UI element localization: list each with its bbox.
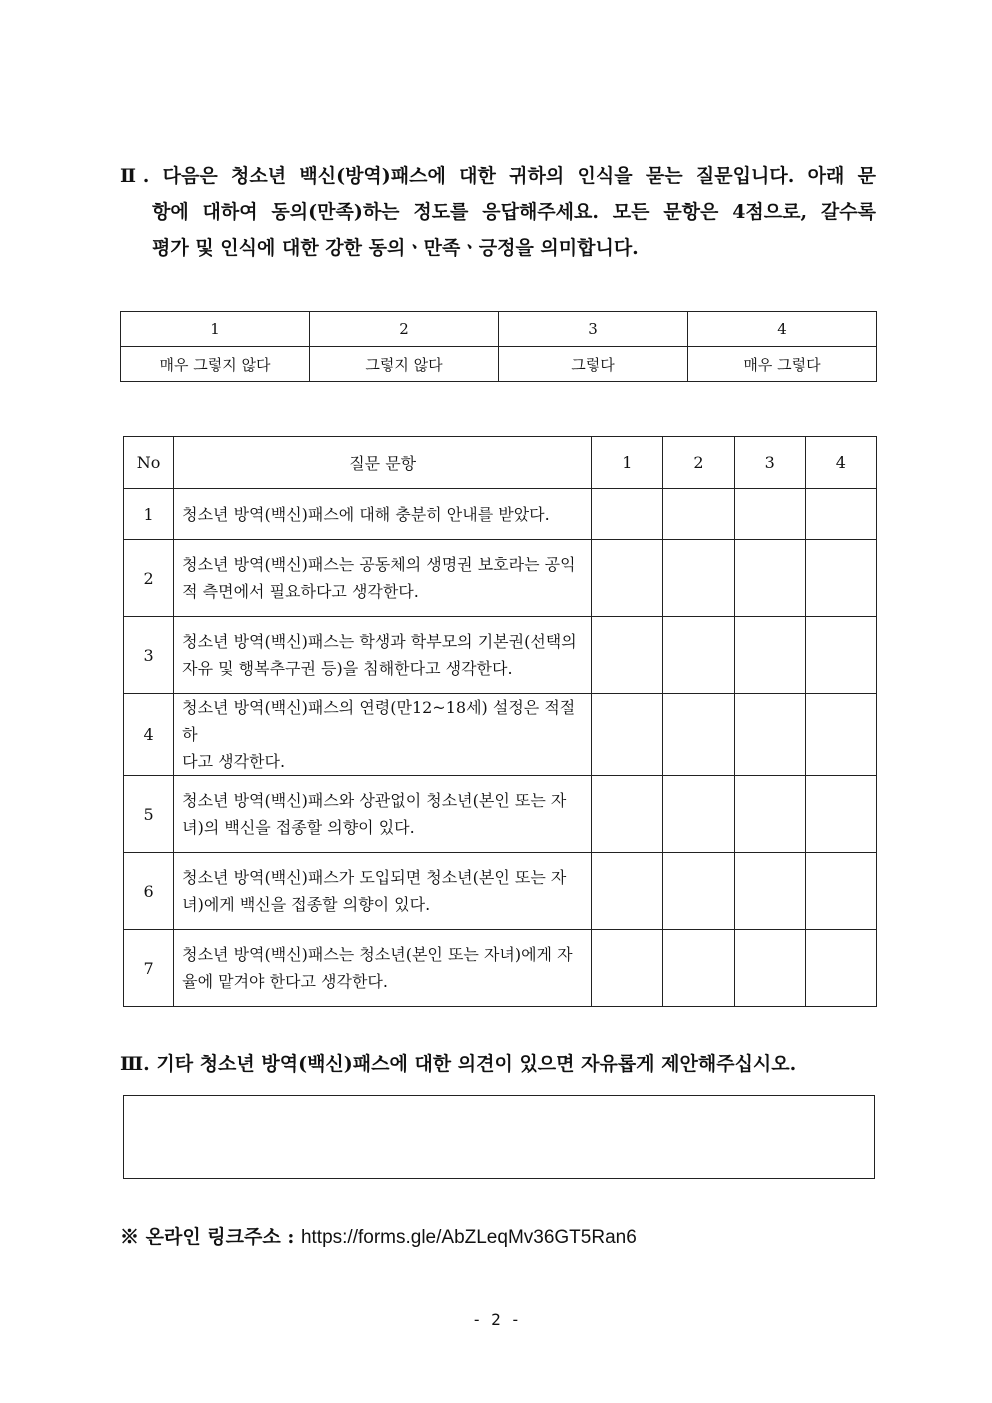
section-2-heading [120, 158, 876, 266]
answer-cell-2[interactable] [663, 540, 734, 617]
scale-label-row [121, 347, 877, 382]
answer-cell-1[interactable] [592, 930, 663, 1007]
scale-label: 그렇다 [499, 347, 688, 382]
scale-label: 그렇지 않다 [310, 347, 499, 382]
rating-scale-table [120, 311, 877, 382]
scale-number: 1 [121, 312, 310, 347]
page-number: - 2 - [471, 1310, 521, 1329]
question-line-2: 녀)에게 백신을 접종할 의향이 있다. [182, 895, 431, 914]
question-line-1: 청소년 방역(백신)패스는 청소년(본인 또는 자녀)에게 자 [182, 945, 573, 964]
question-line-2: 적 측면에서 필요하다고 생각한다. [182, 582, 419, 601]
scale-number: 4 [688, 312, 877, 347]
online-link-line [120, 1222, 637, 1249]
answer-cell-3[interactable] [734, 694, 805, 776]
answer-cell-4[interactable] [805, 853, 876, 930]
answer-cell-1[interactable] [592, 694, 663, 776]
answer-cell-4[interactable] [805, 540, 876, 617]
scale-number: 2 [310, 312, 499, 347]
question-text [174, 489, 592, 540]
opinion-text-box[interactable] [123, 1095, 875, 1179]
question-text [174, 853, 592, 930]
question-line-2: 율에 맡겨야 한다고 생각한다. [182, 972, 388, 991]
question-line-2: 다고 생각한다. [182, 752, 286, 771]
question-line-1: 청소년 방역(백신)패스는 학생과 학부모의 기본권(선택의 [182, 632, 577, 651]
section-2-line-2: 항에 대하여 동의(만족)하는 정도를 응답해주세요. 모든 문항은 4점으로, 갈수록 [152, 201, 876, 223]
header-score-2: 2 [663, 437, 734, 489]
question-text [174, 776, 592, 853]
answer-cell-4[interactable] [805, 617, 876, 694]
question-row [124, 853, 877, 930]
question-text [174, 694, 592, 776]
answer-cell-3[interactable] [734, 489, 805, 540]
answer-cell-2[interactable] [663, 694, 734, 776]
header-score-4: 4 [805, 437, 876, 489]
header-no: No [124, 437, 174, 489]
question-text [174, 540, 592, 617]
question-text [174, 930, 592, 1007]
answer-cell-1[interactable] [592, 617, 663, 694]
header-question: 질문 문항 [174, 437, 592, 489]
question-number: 3 [124, 617, 174, 694]
question-line-1: 청소년 방역(백신)패스는 공동체의 생명권 보호라는 공익 [182, 555, 576, 574]
question-text [174, 617, 592, 694]
survey-link[interactable]: https://forms.gle/AbZLeqMv36GT5Ran6 [300, 1227, 637, 1248]
question-number: 5 [124, 776, 174, 853]
answer-cell-2[interactable] [663, 617, 734, 694]
question-row [124, 617, 877, 694]
question-line-1: 청소년 방역(백신)패스에 대해 충분히 안내를 받았다. [182, 504, 550, 524]
question-number: 4 [124, 694, 174, 776]
answer-cell-2[interactable] [663, 853, 734, 930]
link-label: ※ 온라인 링크주소 : [120, 1226, 301, 1248]
answer-cell-3[interactable] [734, 853, 805, 930]
question-row [124, 930, 877, 1007]
header-score-1: 1 [592, 437, 663, 489]
question-line-2: 녀)의 백신을 접종할 의향이 있다. [182, 818, 415, 837]
question-row [124, 776, 877, 853]
answer-cell-1[interactable] [592, 776, 663, 853]
answer-cell-1[interactable] [592, 853, 663, 930]
question-line-1: 청소년 방역(백신)패스와 상관없이 청소년(본인 또는 자 [182, 791, 567, 810]
question-line-1: 청소년 방역(백신)패스의 연령(만12~18세) 설정은 적절하 [182, 698, 576, 744]
question-number: 1 [124, 489, 174, 540]
question-line-1: 청소년 방역(백신)패스가 도입되면 청소년(본인 또는 자 [182, 868, 567, 887]
question-row [124, 540, 877, 617]
answer-cell-4[interactable] [805, 776, 876, 853]
answer-cell-4[interactable] [805, 489, 876, 540]
answer-cell-3[interactable] [734, 930, 805, 1007]
question-row [124, 489, 877, 540]
section-3-heading: Ⅲ. 기타 청소년 방역(백신)패스에 대한 의견이 있으면 자유롭게 제안해주십시오. [120, 1053, 797, 1075]
answer-cell-3[interactable] [734, 617, 805, 694]
scale-number-row [121, 312, 877, 347]
answer-cell-2[interactable] [663, 930, 734, 1007]
questionnaire-table [123, 436, 877, 1007]
section-2-line-1: Ⅱ. 다음은 청소년 백신(방역)패스에 대한 귀하의 인식을 묻는 질문입니다. 아래 문 [120, 165, 876, 187]
answer-cell-1[interactable] [592, 489, 663, 540]
question-row [124, 694, 877, 776]
answer-cell-2[interactable] [663, 776, 734, 853]
answer-cell-1[interactable] [592, 540, 663, 617]
question-number: 7 [124, 930, 174, 1007]
scale-label: 매우 그렇지 않다 [121, 347, 310, 382]
answer-cell-4[interactable] [805, 694, 876, 776]
question-number: 6 [124, 853, 174, 930]
answer-cell-2[interactable] [663, 489, 734, 540]
scale-label: 매우 그렇다 [688, 347, 877, 382]
answer-cell-3[interactable] [734, 776, 805, 853]
section-2-line-3: 평가 및 인식에 대한 강한 동의ㆍ만족ㆍ긍정을 의미합니다. [152, 237, 639, 259]
question-number: 2 [124, 540, 174, 617]
question-line-2: 자유 및 행복추구권 등)을 침해한다고 생각한다. [182, 659, 513, 678]
questionnaire-header-row [124, 437, 877, 489]
answer-cell-3[interactable] [734, 540, 805, 617]
header-score-3: 3 [734, 437, 805, 489]
scale-number: 3 [499, 312, 688, 347]
answer-cell-4[interactable] [805, 930, 876, 1007]
